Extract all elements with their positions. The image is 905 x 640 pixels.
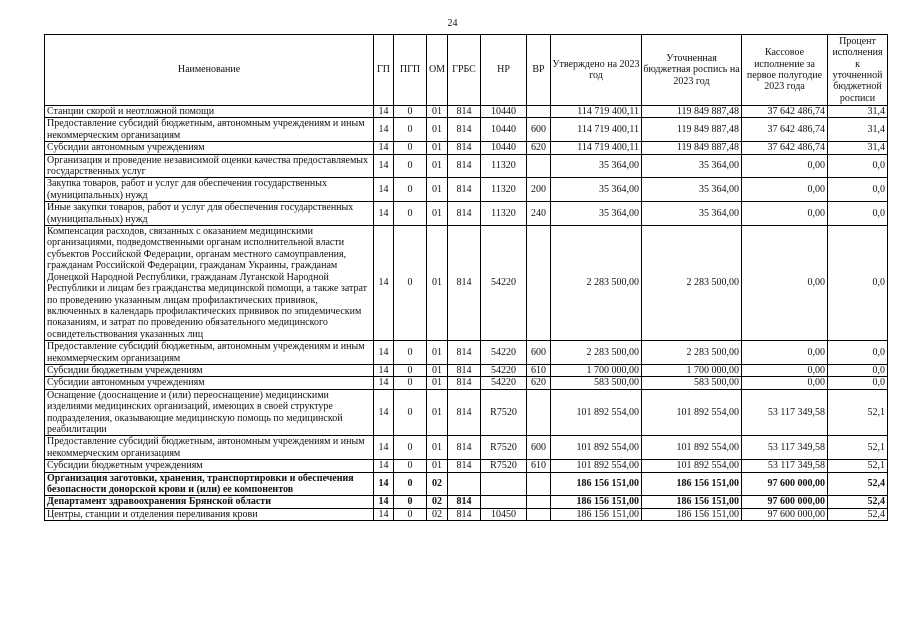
- cell-gp: 14: [374, 460, 394, 472]
- cell-om: 01: [427, 341, 448, 365]
- cell-grbs: 814: [448, 364, 481, 376]
- cell-nr: R7520: [481, 460, 527, 472]
- cell-approved: 35 364,00: [551, 202, 642, 226]
- cell-refined: 186 156 151,00: [642, 472, 742, 496]
- cell-om: 02: [427, 508, 448, 520]
- header-executed: Кассовое исполнение за первое полугодие 2023 года: [742, 35, 828, 106]
- cell-executed: 53 117 349,58: [742, 436, 828, 460]
- table-row: [45, 341, 888, 365]
- row-name: Субсидии автономным учреждениям: [45, 377, 374, 389]
- cell-percent: 31,4: [828, 118, 888, 142]
- table-row: [45, 472, 888, 496]
- cell-percent: 52,4: [828, 472, 888, 496]
- cell-pgp: 0: [394, 496, 427, 508]
- cell-executed: 37 642 486,74: [742, 106, 828, 118]
- row-name: Организация и проведение независимой оценки качества предоставляемых государственных услуг: [45, 154, 374, 178]
- cell-gp: 14: [374, 389, 394, 436]
- cell-vr: [527, 389, 551, 436]
- cell-gp: 14: [374, 202, 394, 226]
- cell-om: 01: [427, 142, 448, 154]
- cell-gp: 14: [374, 377, 394, 389]
- cell-percent: 0,0: [828, 364, 888, 376]
- cell-vr: [527, 496, 551, 508]
- cell-vr: [527, 226, 551, 341]
- cell-vr: 620: [527, 142, 551, 154]
- page-number: 24: [447, 18, 458, 29]
- cell-grbs: 814: [448, 154, 481, 178]
- cell-executed: 0,00: [742, 202, 828, 226]
- cell-refined: 186 156 151,00: [642, 508, 742, 520]
- cell-pgp: 0: [394, 118, 427, 142]
- cell-vr: 200: [527, 178, 551, 202]
- cell-gp: 14: [374, 226, 394, 341]
- cell-gp: 14: [374, 496, 394, 508]
- cell-om: 01: [427, 460, 448, 472]
- table-row: [45, 496, 888, 508]
- cell-om: 01: [427, 118, 448, 142]
- cell-approved: 35 364,00: [551, 154, 642, 178]
- table-row: [45, 226, 888, 341]
- header-percent: Процент исполнения к уточненной бюджетной росписи: [828, 35, 888, 106]
- cell-nr: R7520: [481, 389, 527, 436]
- cell-percent: 52,1: [828, 436, 888, 460]
- row-name: Закупка товаров, работ и услуг для обеспечения государственных (муниципальных) нужд: [45, 178, 374, 202]
- table-row: [45, 364, 888, 376]
- table-row: [45, 508, 888, 520]
- cell-nr: 11320: [481, 154, 527, 178]
- cell-om: 01: [427, 106, 448, 118]
- cell-grbs: 814: [448, 341, 481, 365]
- header-vr: ВР: [527, 35, 551, 106]
- header-om: ОМ: [427, 35, 448, 106]
- cell-executed: 97 600 000,00: [742, 472, 828, 496]
- cell-refined: 1 700 000,00: [642, 364, 742, 376]
- cell-grbs: 814: [448, 389, 481, 436]
- cell-om: 01: [427, 226, 448, 341]
- cell-nr: 54220: [481, 226, 527, 341]
- table-header-row: [45, 35, 888, 106]
- cell-om: 02: [427, 496, 448, 508]
- table-row: [45, 154, 888, 178]
- row-name: Предоставление субсидий бюджетным, автономным учреждениям и иным некоммерческим организациям: [45, 118, 374, 142]
- cell-om: 01: [427, 178, 448, 202]
- cell-pgp: 0: [394, 472, 427, 496]
- cell-percent: 52,4: [828, 496, 888, 508]
- cell-grbs: 814: [448, 496, 481, 508]
- cell-refined: 2 283 500,00: [642, 226, 742, 341]
- cell-percent: 0,0: [828, 202, 888, 226]
- cell-nr: 54220: [481, 341, 527, 365]
- cell-grbs: 814: [448, 118, 481, 142]
- cell-vr: [527, 472, 551, 496]
- cell-vr: 600: [527, 436, 551, 460]
- cell-om: 01: [427, 364, 448, 376]
- cell-gp: 14: [374, 508, 394, 520]
- cell-grbs: 814: [448, 178, 481, 202]
- cell-executed: 53 117 349,58: [742, 460, 828, 472]
- table-row: [45, 178, 888, 202]
- row-name: Субсидии автономным учреждениям: [45, 142, 374, 154]
- cell-refined: 119 849 887,48: [642, 142, 742, 154]
- cell-approved: 101 892 554,00: [551, 436, 642, 460]
- cell-om: 01: [427, 154, 448, 178]
- budget-table: [44, 34, 888, 521]
- cell-gp: 14: [374, 472, 394, 496]
- cell-pgp: 0: [394, 389, 427, 436]
- cell-percent: 31,4: [828, 106, 888, 118]
- cell-nr: 11320: [481, 178, 527, 202]
- cell-gp: 14: [374, 341, 394, 365]
- cell-vr: 600: [527, 118, 551, 142]
- table-row: [45, 202, 888, 226]
- cell-refined: 101 892 554,00: [642, 389, 742, 436]
- cell-nr: 54220: [481, 377, 527, 389]
- cell-nr: 54220: [481, 364, 527, 376]
- cell-executed: 0,00: [742, 154, 828, 178]
- cell-grbs: 814: [448, 436, 481, 460]
- cell-executed: 97 600 000,00: [742, 496, 828, 508]
- cell-om: 02: [427, 472, 448, 496]
- cell-vr: 610: [527, 460, 551, 472]
- cell-pgp: 0: [394, 154, 427, 178]
- cell-refined: 2 283 500,00: [642, 341, 742, 365]
- cell-approved: 186 156 151,00: [551, 508, 642, 520]
- cell-vr: 620: [527, 377, 551, 389]
- cell-executed: 0,00: [742, 364, 828, 376]
- cell-grbs: 814: [448, 142, 481, 154]
- cell-nr: 10440: [481, 142, 527, 154]
- header-pgp: ПГП: [394, 35, 427, 106]
- cell-percent: 52,1: [828, 460, 888, 472]
- cell-executed: 53 117 349,58: [742, 389, 828, 436]
- cell-gp: 14: [374, 178, 394, 202]
- table-row: [45, 460, 888, 472]
- cell-executed: 37 642 486,74: [742, 118, 828, 142]
- cell-gp: 14: [374, 106, 394, 118]
- cell-vr: 600: [527, 341, 551, 365]
- cell-grbs: 814: [448, 377, 481, 389]
- cell-nr: 10440: [481, 118, 527, 142]
- cell-pgp: 0: [394, 508, 427, 520]
- cell-approved: 1 700 000,00: [551, 364, 642, 376]
- cell-refined: 35 364,00: [642, 178, 742, 202]
- header-refined: Уточненная бюджетная роспись на 2023 год: [642, 35, 742, 106]
- cell-refined: 35 364,00: [642, 154, 742, 178]
- cell-grbs: 814: [448, 508, 481, 520]
- cell-grbs: 814: [448, 460, 481, 472]
- cell-pgp: 0: [394, 364, 427, 376]
- cell-vr: 610: [527, 364, 551, 376]
- cell-nr: R7520: [481, 436, 527, 460]
- cell-percent: 0,0: [828, 226, 888, 341]
- cell-approved: 186 156 151,00: [551, 496, 642, 508]
- cell-percent: 0,0: [828, 154, 888, 178]
- cell-gp: 14: [374, 364, 394, 376]
- cell-gp: 14: [374, 154, 394, 178]
- row-name: Оснащение (дооснащение и (или) переоснащение) медицинскими изделиями медицинских организаций, имеющих в своей структуре подразделения, оказывающие медицинскую помощь по медицинской реабилитации: [45, 389, 374, 436]
- cell-nr: 10450: [481, 508, 527, 520]
- cell-vr: [527, 154, 551, 178]
- cell-pgp: 0: [394, 377, 427, 389]
- cell-approved: 2 283 500,00: [551, 226, 642, 341]
- cell-approved: 2 283 500,00: [551, 341, 642, 365]
- row-name: Субсидии бюджетным учреждениям: [45, 364, 374, 376]
- table-row: [45, 118, 888, 142]
- cell-vr: [527, 508, 551, 520]
- cell-nr: [481, 472, 527, 496]
- cell-pgp: 0: [394, 202, 427, 226]
- row-name: Центры, станции и отделения переливания крови: [45, 508, 374, 520]
- cell-vr: [527, 106, 551, 118]
- cell-refined: 119 849 887,48: [642, 118, 742, 142]
- cell-refined: 101 892 554,00: [642, 460, 742, 472]
- header-approved: Утверждено на 2023 год: [551, 35, 642, 106]
- cell-executed: 97 600 000,00: [742, 508, 828, 520]
- cell-om: 01: [427, 202, 448, 226]
- cell-grbs: [448, 472, 481, 496]
- cell-percent: 52,4: [828, 508, 888, 520]
- cell-refined: 583 500,00: [642, 377, 742, 389]
- cell-grbs: 814: [448, 106, 481, 118]
- header-grbs: ГРБС: [448, 35, 481, 106]
- cell-nr: 10440: [481, 106, 527, 118]
- cell-percent: 52,1: [828, 389, 888, 436]
- cell-vr: 240: [527, 202, 551, 226]
- cell-approved: 114 719 400,11: [551, 142, 642, 154]
- table-row: [45, 436, 888, 460]
- cell-executed: 0,00: [742, 226, 828, 341]
- cell-gp: 14: [374, 142, 394, 154]
- table-row: [45, 389, 888, 436]
- header-gp: ГП: [374, 35, 394, 106]
- cell-approved: 583 500,00: [551, 377, 642, 389]
- row-name: Иные закупки товаров, работ и услуг для обеспечения государственных (муниципальных) нужд: [45, 202, 374, 226]
- cell-approved: 35 364,00: [551, 178, 642, 202]
- cell-gp: 14: [374, 436, 394, 460]
- cell-pgp: 0: [394, 226, 427, 341]
- cell-refined: 119 849 887,48: [642, 106, 742, 118]
- cell-pgp: 0: [394, 436, 427, 460]
- cell-pgp: 0: [394, 106, 427, 118]
- cell-nr: [481, 496, 527, 508]
- table-row: [45, 142, 888, 154]
- cell-pgp: 0: [394, 178, 427, 202]
- cell-percent: 0,0: [828, 178, 888, 202]
- cell-approved: 101 892 554,00: [551, 460, 642, 472]
- cell-om: 01: [427, 389, 448, 436]
- cell-refined: 101 892 554,00: [642, 436, 742, 460]
- row-name: Станции скорой и неотложной помощи: [45, 106, 374, 118]
- cell-refined: 35 364,00: [642, 202, 742, 226]
- cell-pgp: 0: [394, 341, 427, 365]
- header-name: Наименование: [45, 35, 374, 106]
- cell-grbs: 814: [448, 226, 481, 341]
- row-name: Организация заготовки, хранения, транспортировки и обеспечения безопасности донорской крови и (или) ее компонентов: [45, 472, 374, 496]
- cell-om: 01: [427, 377, 448, 389]
- cell-percent: 31,4: [828, 142, 888, 154]
- cell-executed: 37 642 486,74: [742, 142, 828, 154]
- row-name: Компенсация расходов, связанных с оказанием медицинскими организациями, подведомственными органам исполнительной власти субъектов Российской Федерации, органам местного самоуправления, гражданам Российской Федерации, гражданам Украины, гражданам Донецкой Народной Республики, гражданам Луганской Народной Республики и лицам без гражданства медицинской помощи, а также затрат по проведению указанным лицам профилактических прививок, включенных в календарь профилактических прививок по эпидемическим показаниям, и затрат по проведению обязательного медицинского освидетельствования указанных лиц: [45, 226, 374, 341]
- cell-percent: 0,0: [828, 341, 888, 365]
- cell-executed: 0,00: [742, 377, 828, 389]
- cell-executed: 0,00: [742, 341, 828, 365]
- cell-pgp: 0: [394, 460, 427, 472]
- cell-executed: 0,00: [742, 178, 828, 202]
- cell-approved: 186 156 151,00: [551, 472, 642, 496]
- cell-om: 01: [427, 436, 448, 460]
- cell-percent: 0,0: [828, 377, 888, 389]
- header-nr: НР: [481, 35, 527, 106]
- row-name: Предоставление субсидий бюджетным, автономным учреждениям и иным некоммерческим организациям: [45, 341, 374, 365]
- cell-pgp: 0: [394, 142, 427, 154]
- cell-grbs: 814: [448, 202, 481, 226]
- table-row: [45, 106, 888, 118]
- row-name: Субсидии бюджетным учреждениям: [45, 460, 374, 472]
- row-name: Предоставление субсидий бюджетным, автономным учреждениям и иным некоммерческим организациям: [45, 436, 374, 460]
- cell-approved: 114 719 400,11: [551, 106, 642, 118]
- table-body: [45, 106, 888, 521]
- row-name: Департамент здравоохранения Брянской области: [45, 496, 374, 508]
- table-row: [45, 377, 888, 389]
- cell-approved: 101 892 554,00: [551, 389, 642, 436]
- cell-approved: 114 719 400,11: [551, 118, 642, 142]
- cell-nr: 11320: [481, 202, 527, 226]
- cell-refined: 186 156 151,00: [642, 496, 742, 508]
- cell-gp: 14: [374, 118, 394, 142]
